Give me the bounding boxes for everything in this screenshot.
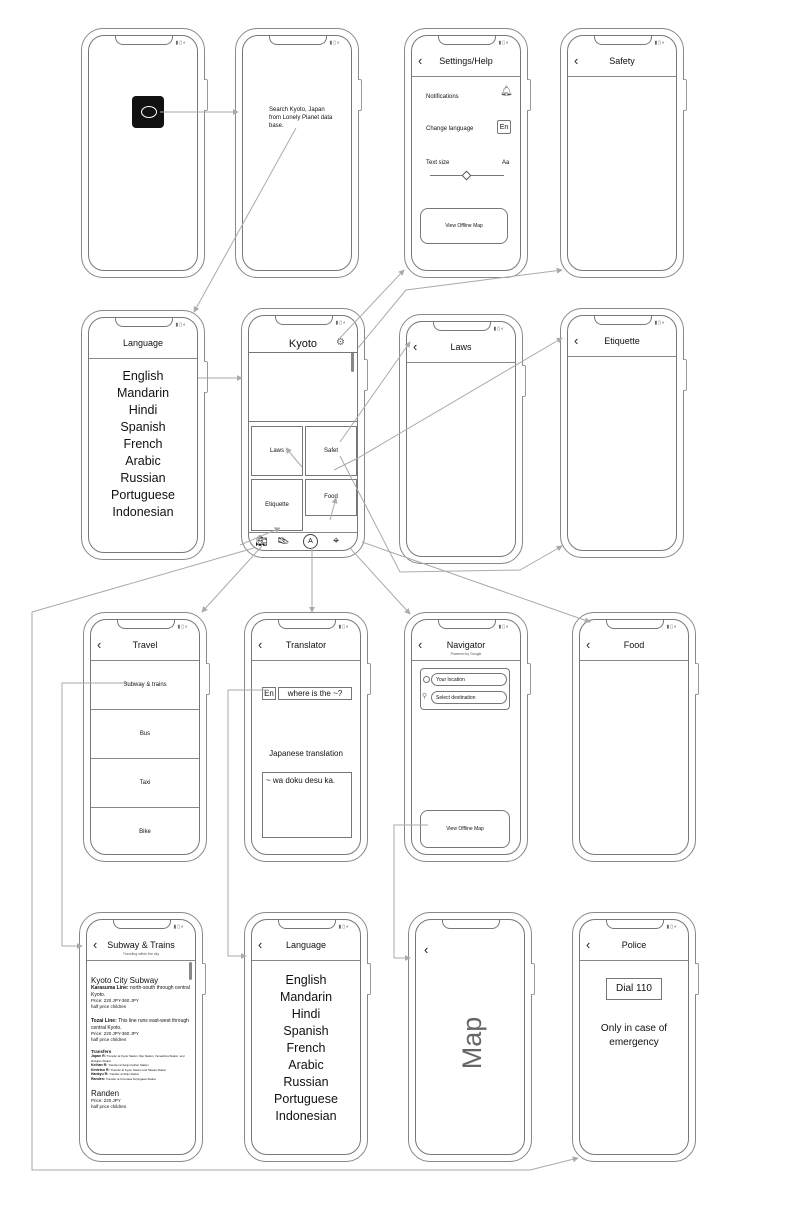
screen-kyoto: [248, 315, 358, 551]
screen-etiquette: [567, 315, 677, 551]
phone-navigator: [404, 612, 528, 862]
header: [412, 48, 520, 77]
page-title: Language: [285, 940, 327, 950]
side-button: [358, 79, 362, 111]
notch: [594, 316, 652, 325]
back-icon[interactable]: ‹: [586, 637, 591, 652]
line-description: This line runs east-west through central Kyoto.: [91, 1018, 189, 1031]
status-icons: ▮▯◐: [666, 624, 678, 630]
language-list: [89, 368, 197, 521]
phone-translator: [244, 612, 368, 862]
text-size-label: Text size: [426, 160, 450, 166]
phone-search: [235, 28, 359, 278]
back-icon[interactable]: ‹: [97, 637, 102, 652]
side-button: [204, 79, 208, 111]
page-title: Travel: [132, 640, 158, 650]
header: [407, 334, 515, 363]
language-toggle[interactable]: En: [497, 120, 511, 134]
page-title: Kyoto: [288, 338, 318, 350]
side-button: [522, 365, 526, 397]
page-title: Subway & Trains: [107, 940, 175, 950]
origin-dot-icon: [423, 676, 430, 683]
notch: [115, 36, 173, 45]
status-icons: ▮▯◐: [338, 924, 350, 930]
back-icon[interactable]: ‹: [574, 53, 579, 68]
back-icon[interactable]: ‹: [258, 637, 263, 652]
destination-label: Select destination: [436, 695, 476, 701]
transfer-desc: Transfer at Kyoto Station and Takeda Station: [110, 1067, 167, 1072]
language-option[interactable]: Spanish: [283, 1024, 329, 1038]
phone-subway: [79, 912, 203, 1162]
status-icons: ▮▯◐: [338, 624, 350, 630]
hero-image: [249, 352, 357, 422]
side-button: [364, 359, 368, 391]
your-location-input[interactable]: [431, 673, 507, 686]
travel-option[interactable]: [91, 808, 199, 855]
phone-map: [408, 912, 532, 1162]
notch: [275, 316, 333, 325]
status-icons: ▮▯◐: [654, 320, 666, 326]
notch: [117, 620, 175, 629]
header: [412, 632, 520, 661]
tile-food[interactable]: [305, 479, 357, 516]
header: [252, 632, 360, 661]
offline-map-button[interactable]: [420, 208, 508, 244]
price: Price: 220 JPY: [91, 1098, 121, 1103]
phone-language: [81, 310, 205, 560]
page-title: Police: [621, 940, 647, 950]
travel-icon[interactable]: 🚉︎: [255, 536, 268, 547]
notch: [113, 920, 171, 929]
slider-thumb[interactable]: [462, 171, 472, 181]
travel-option[interactable]: [91, 710, 199, 759]
side-button: [367, 663, 371, 695]
screen-laws: [406, 321, 516, 557]
side-button: [695, 663, 699, 695]
status-icons: ▮▯◐: [173, 924, 185, 930]
language-option[interactable]: Hindi: [291, 1007, 321, 1021]
travel-option[interactable]: [91, 759, 199, 808]
language-option[interactable]: English: [285, 973, 327, 987]
status-icons: ▮▯◐: [329, 40, 341, 46]
back-icon[interactable]: ‹: [424, 942, 429, 957]
language-option[interactable]: English: [122, 369, 164, 383]
screen-settings: [411, 35, 521, 271]
transfer-desc: Transfer at Kyoto Station, Nijo Station, Yamashina Station, and Rokujizo Station: [91, 1054, 185, 1063]
price: Price: 220 JPY-360 JPY: [91, 998, 139, 1003]
gear-icon[interactable]: ⚙: [336, 337, 345, 348]
tile-label: Food: [324, 494, 338, 500]
bottom-nav: [249, 532, 357, 551]
tile-laws[interactable]: [251, 426, 303, 476]
offline-map-label: View Offline Map: [446, 826, 484, 832]
language-option[interactable]: Russian: [120, 471, 166, 485]
screen-search: [242, 35, 352, 271]
notch: [278, 920, 336, 929]
travel-option-label: Taxi: [139, 780, 151, 786]
language-option[interactable]: Portuguese: [111, 488, 175, 502]
side-button: [204, 361, 208, 393]
language-option[interactable]: Indonesian: [112, 505, 174, 519]
status-icons: ▮▯◐: [493, 326, 505, 332]
screen-navigator: [411, 619, 521, 855]
section-heading: Randen: [91, 1089, 120, 1098]
back-icon[interactable]: ‹: [93, 937, 98, 952]
screen-splash: [88, 35, 198, 271]
travel-option-label: Bike: [139, 829, 151, 835]
route-panel: [420, 668, 510, 710]
notch: [269, 36, 327, 45]
page-title: Navigator: [446, 640, 486, 650]
screen-safety: [567, 35, 677, 271]
back-icon[interactable]: ‹: [258, 937, 263, 952]
notch: [433, 322, 491, 331]
search-description: Search Kyoto, Japan from Lonely Planet data base.: [269, 107, 333, 129]
language-option[interactable]: Russian: [283, 1075, 329, 1089]
page-title: Settings/Help: [439, 56, 493, 66]
screen-travel: [90, 619, 200, 855]
language-list: [252, 972, 360, 1125]
status-icons: ▮▯◐: [666, 924, 678, 930]
tile-safety[interactable]: [305, 426, 357, 476]
screen-language: [88, 317, 198, 553]
destination-input[interactable]: [431, 691, 507, 704]
header: [580, 932, 688, 961]
back-icon[interactable]: ‹: [586, 937, 591, 952]
arrow: [350, 548, 410, 614]
phone-splash: [81, 28, 205, 278]
app-logo-icon[interactable]: [132, 96, 164, 128]
map-pin-icon[interactable]: ⌖: [333, 535, 340, 547]
travel-option-label: Bus: [139, 731, 151, 737]
phone-travel: [83, 612, 207, 862]
line-name: Tozai Line:: [91, 1018, 117, 1024]
side-button: [683, 79, 687, 111]
phone-police: [572, 912, 696, 1162]
page-title: Language: [122, 338, 164, 348]
line-name: Karasuma Line:: [91, 985, 129, 991]
bell-icon[interactable]: 🔔︎: [500, 86, 513, 97]
page-title: Etiquette: [604, 336, 640, 346]
side-button: [367, 963, 371, 995]
screen-translator: [251, 619, 361, 855]
language-option[interactable]: Mandarin: [116, 386, 170, 400]
language-option[interactable]: Arabic: [288, 1058, 324, 1072]
phone-etiquette: [560, 308, 684, 558]
half-price: half price children: [91, 1004, 127, 1009]
translate-icon[interactable]: A: [303, 534, 318, 549]
screen-language-2: [251, 919, 361, 1155]
notch: [438, 620, 496, 629]
header: [91, 632, 199, 661]
phone-laws: [399, 314, 523, 564]
language-option[interactable]: Portuguese: [274, 1092, 338, 1106]
dial-button[interactable]: Dial 110: [606, 978, 662, 1000]
side-button: [206, 663, 210, 695]
emergency-note: Only in case of emergency: [600, 1023, 668, 1048]
back-icon[interactable]: ‹: [418, 637, 423, 652]
notch: [606, 920, 664, 929]
transfer-line: Kintetsu R:: [91, 1067, 110, 1072]
status-icons: ▮▯◐: [177, 624, 189, 630]
half-price: half price children: [91, 1104, 127, 1109]
notch: [438, 36, 496, 45]
screen-food: [579, 619, 689, 855]
transfer-line: Japan R:: [91, 1054, 106, 1058]
map-placeholder[interactable]: Map: [457, 1016, 487, 1070]
status-icons: ▮▯◐: [654, 40, 666, 46]
notch: [442, 920, 500, 929]
phone-settings: [404, 28, 528, 278]
half-price: half price children: [91, 1037, 127, 1042]
shoe-icon[interactable]: 👟︎: [277, 536, 290, 547]
status-icons: ▮▯◐: [498, 40, 510, 46]
translation-output-text: ~ wa doku desu ka.: [266, 776, 336, 785]
change-language-label: Change language: [426, 126, 474, 132]
page-subtitle: Traveling within the city: [122, 952, 160, 956]
pin-icon: ⚲: [422, 693, 428, 700]
text-size-icon: Aa: [502, 160, 510, 166]
source-language-select[interactable]: En: [262, 687, 276, 700]
status-icons: ▮▯◐: [175, 40, 187, 46]
language-option[interactable]: Indonesian: [275, 1109, 337, 1123]
header: [580, 632, 688, 661]
transfers-heading: Transfers: [91, 1049, 112, 1054]
section-heading: Kyoto City Subway: [91, 976, 159, 985]
offline-map-button[interactable]: [420, 810, 510, 848]
screen-subway: [86, 919, 196, 1155]
transfer-line: Keihan R:: [91, 1063, 108, 1067]
page-title: Laws: [450, 342, 472, 352]
notch: [115, 318, 173, 327]
page-subtitle: Powered by Google: [450, 652, 482, 656]
side-button: [695, 963, 699, 995]
notch: [606, 620, 664, 629]
language-option[interactable]: French: [123, 437, 163, 451]
language-option[interactable]: Arabic: [125, 454, 161, 468]
header: [568, 328, 676, 357]
transfer-desc: Transfer at Shijo Station: [109, 1072, 140, 1076]
side-button: [531, 963, 535, 995]
side-button: [683, 359, 687, 391]
phone-kyoto: [241, 308, 365, 558]
header: [89, 330, 197, 359]
screen-map: [415, 919, 525, 1155]
travel-option[interactable]: [91, 661, 199, 710]
header: [568, 48, 676, 77]
back-icon[interactable]: ‹: [413, 339, 418, 354]
transfer-line: Hankyu R:: [91, 1072, 109, 1076]
language-option[interactable]: French: [286, 1041, 326, 1055]
tile-etiquette[interactable]: [251, 479, 303, 531]
tile-label: Laws: [269, 448, 284, 454]
page-title: Safety: [609, 56, 635, 66]
offline-map-label: View Offline Map: [445, 223, 483, 229]
page-title: Food: [623, 640, 645, 650]
side-button: [527, 663, 531, 695]
your-location-label: Your location: [436, 677, 465, 683]
language-option[interactable]: Hindi: [128, 403, 158, 417]
price: Price: 220 JPY-360 JPY: [91, 1031, 139, 1036]
tile-label: Safet: [323, 448, 338, 454]
translation-input[interactable]: where is the ~?: [278, 687, 352, 700]
language-option[interactable]: Mandarin: [279, 990, 333, 1004]
line-description: north-south through central Kyoto.: [91, 985, 190, 998]
phone-language-2: [244, 912, 368, 1162]
tile-label: Etiquette: [265, 502, 289, 508]
travel-option-label: Subway & trains: [123, 682, 167, 688]
translation-output: [262, 772, 352, 838]
notch: [278, 620, 336, 629]
screen-police: [579, 919, 689, 1155]
phone-food: [572, 612, 696, 862]
header: [252, 932, 360, 961]
subway-content: [91, 976, 193, 1110]
status-icons: ▮▯◐: [498, 624, 510, 630]
page-title: Translator: [285, 640, 327, 650]
notch: [594, 36, 652, 45]
status-icons: ▮▯◐: [335, 320, 347, 326]
status-icons: ▮▯◐: [175, 322, 187, 328]
phone-safety: [560, 28, 684, 278]
back-icon[interactable]: ‹: [574, 333, 579, 348]
header: [87, 932, 195, 961]
transfer-desc: Transfer at Sanjo Keihan Station: [108, 1063, 149, 1067]
transfer-desc: Transfer at Uzumasa Tenjingawa Station: [105, 1076, 157, 1081]
translation-label: Japanese translation: [269, 749, 343, 758]
back-icon[interactable]: ‹: [418, 53, 423, 68]
side-button: [527, 79, 531, 111]
notifications-label: Notifications: [426, 94, 459, 100]
side-button: [202, 963, 206, 995]
transfer-line: Randen:: [91, 1076, 105, 1081]
language-option[interactable]: Spanish: [120, 420, 166, 434]
